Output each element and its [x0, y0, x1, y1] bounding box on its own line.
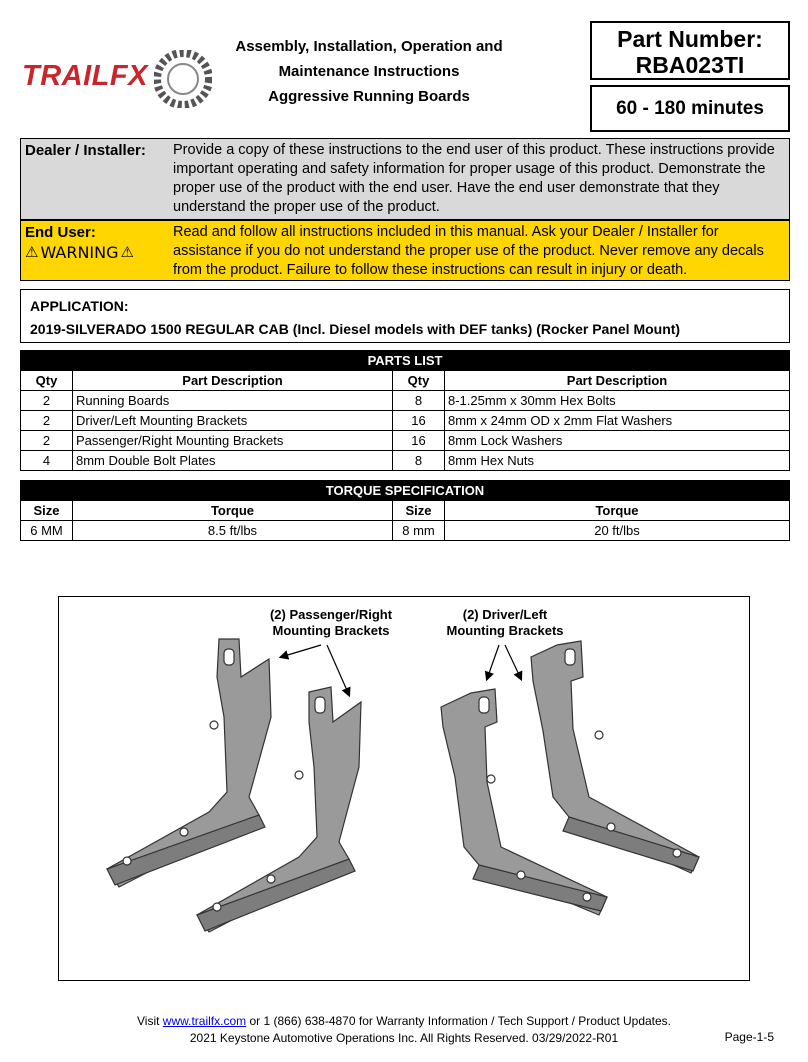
end-user-text: Read and follow all instructions included in this manual. Ask your Dealer / Installer for assistance if you do not understand the proper use of the product. Never remove any decals from the product. Failure to follow these instructions can result in injury or death.	[173, 224, 764, 278]
table-row: 4 8mm Double Bolt Plates 8 8mm Hex Nuts	[21, 451, 790, 471]
driver-bracket	[531, 641, 699, 873]
torque-spec-table	[20, 480, 790, 541]
trailfx-logo	[22, 50, 192, 108]
footer	[0, 1013, 808, 1047]
warning-icon: ⚠	[25, 244, 39, 261]
application-value: 2019-SILVERADO 1500 REGULAR CAB (Incl. Diesel models with DEF tanks) (Rocker Panel Mount)	[30, 321, 681, 337]
col-header: Torque	[73, 501, 393, 521]
warning-badge	[25, 243, 134, 262]
website-link[interactable]: www.trailfx.com	[162, 1014, 247, 1028]
application-label: APPLICATION:	[30, 298, 129, 314]
install-time: 60 - 180 minutes	[590, 85, 790, 132]
table-row: 2 Passenger/Right Mounting Brackets 16 8mm Lock Washers	[21, 431, 790, 451]
torque-title: TORQUE SPECIFICATION	[21, 481, 790, 501]
document-title: Assembly, Installation, Operation and Maintenance Instructions Aggressive Running Boards	[235, 38, 503, 105]
footer-support-line: Visit www.trailfx.com or 1 (866) 638-4870 for Warranty Information / Tech Support / Product Updates.	[136, 1014, 672, 1028]
col-header: Size	[21, 501, 73, 521]
table-row: 2 Running Boards 8 8-1.25mm x 30mm Hex Bolts	[21, 391, 790, 411]
page-number: Page-1-5	[724, 1030, 774, 1044]
part-number-box	[590, 21, 790, 80]
dealer-label: Dealer / Installer:	[25, 142, 146, 159]
passenger-callout: (2) Passenger/Right Mounting Brackets	[269, 607, 393, 638]
table-row: 2 Driver/Left Mounting Brackets 16 8mm x 24mm OD x 2mm Flat Washers	[21, 411, 790, 431]
brackets-illustration	[59, 597, 751, 982]
parts-list-title: PARTS LIST	[21, 351, 790, 371]
col-header: Part Description	[445, 371, 790, 391]
tire-icon	[154, 50, 212, 108]
footer-copyright: 2021 Keystone Automotive Operations Inc. All Rights Reserved. 03/29/2022-R01	[189, 1031, 619, 1045]
logo-wordmark: TRAILFX	[22, 60, 148, 92]
table-row: 6 MM 8.5 ft/lbs 8 mm 20 ft/lbs	[21, 521, 790, 541]
end-user-notice	[20, 220, 790, 281]
application-box	[20, 289, 790, 343]
col-header: Size	[393, 501, 445, 521]
end-user-label: End User:	[25, 224, 96, 241]
warning-icon: ⚠	[120, 244, 134, 261]
passenger-bracket	[107, 639, 271, 887]
col-header: Qty	[21, 371, 73, 391]
col-header: Qty	[393, 371, 445, 391]
part-number-value: RBA023TI	[635, 52, 745, 78]
dealer-notice	[20, 138, 790, 220]
parts-list-table	[20, 350, 790, 471]
driver-callout: (2) Driver/Left Mounting Brackets	[446, 607, 564, 638]
col-header: Torque	[445, 501, 790, 521]
col-header: Part Description	[73, 371, 393, 391]
warning-label: WARNING	[40, 243, 119, 262]
dealer-text: Provide a copy of these instructions to the end user of this product. These instructions provide important operating and safety information for proper usage of this product. Demonstrate the proper use of the product with the end user. Have the end user demonstrate that they understand the proper use of the product.	[173, 142, 775, 215]
part-number-label: Part Number:	[617, 26, 763, 52]
brackets-figure	[58, 596, 750, 981]
